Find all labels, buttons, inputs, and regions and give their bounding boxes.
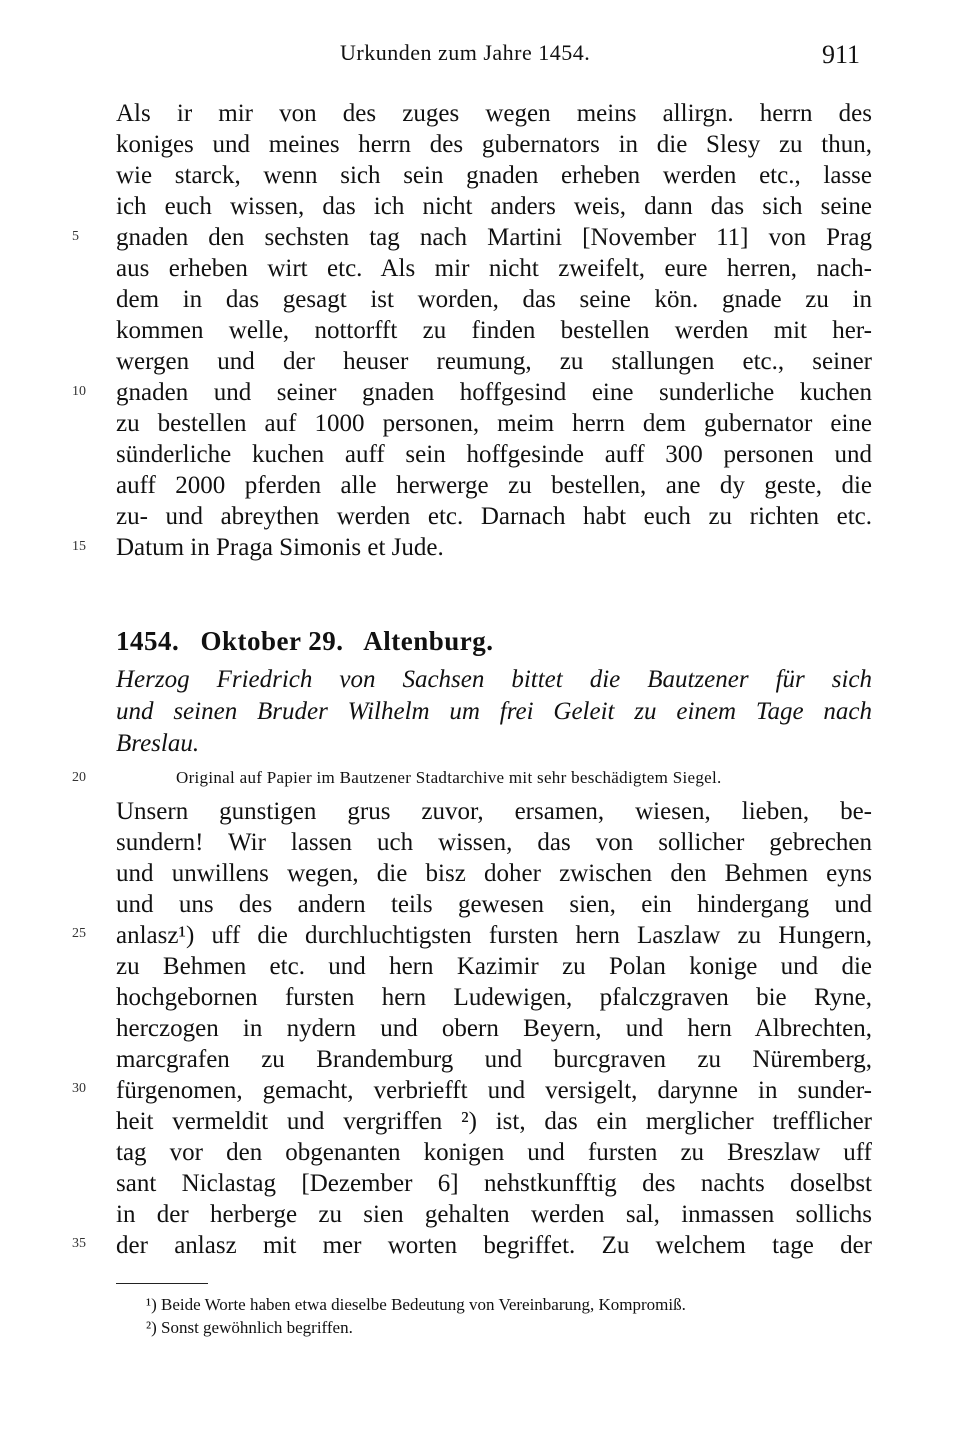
text-line: gnaden und seiner gnaden hoffgesind eine sunderliche kuchen bbox=[116, 379, 872, 406]
entry-summary-line: Herzog Friedrich von Sachsen bittet die Bautzener für sich bbox=[116, 666, 872, 693]
line-number: 5 bbox=[72, 229, 79, 244]
text-line: koniges und meines herrn des gubernators in die Slesy zu thun, bbox=[116, 131, 872, 158]
entry-place: Altenburg. bbox=[363, 626, 494, 656]
text-line: Datum in Praga Simonis et Jude. bbox=[116, 534, 444, 561]
running-header bbox=[0, 40, 960, 80]
text-line: auff 2000 pferden alle herwerge zu bestellen, ane dy geste, die bbox=[116, 472, 872, 499]
text-line: aus erheben wirt etc. Als mir nicht zweifelt, eure herren, nach- bbox=[116, 255, 872, 282]
line-number: 10 bbox=[72, 384, 86, 399]
text-line: sant Niclastag [Dezember 6] nehstkunfftig des nachts doselbst bbox=[116, 1170, 872, 1197]
text-line: herczogen in nydern und obern Beyern, und hern Albrechten, bbox=[116, 1015, 872, 1042]
line-number: 30 bbox=[72, 1081, 86, 1096]
text-line: sünderliche kuchen auff sein hoffgesinde auff 300 personen und bbox=[116, 441, 872, 468]
entry-summary-line: und seinen Bruder Wilhelm um frei Geleit zu einem Tage nach bbox=[116, 698, 872, 725]
text-line: Als ir mir von des zuges wegen meins allirgn. herrn des bbox=[116, 100, 872, 127]
source-note: Original auf Papier im Bautzener Stadtarchive mit sehr beschädigtem Siegel. bbox=[176, 768, 722, 787]
entry-date: Oktober 29. bbox=[200, 626, 344, 656]
text-line: zu- und abreythen werden etc. Darnach habt euch zu richten etc. bbox=[116, 503, 872, 530]
text-line: dem in das gesagt ist worden, das seine kön. gnade zu in bbox=[116, 286, 872, 313]
text-line: wie starck, wenn sich sein gnaden erheben werden etc., lasse bbox=[116, 162, 872, 189]
text-line: zu Behmen etc. und hern Kazimir zu Polan konige und die bbox=[116, 953, 872, 980]
text-line: zu bestellen auf 1000 personen, meim herrn dem gubernator eine bbox=[116, 410, 872, 437]
footnote: ²) Sonst gewöhnlich begriffen. bbox=[146, 1318, 353, 1337]
text-line: sundern! Wir lassen uch wissen, das von sollicher gebrechen bbox=[116, 829, 872, 856]
text-line: heit vermeldit und vergriffen ²) ist, das ein merglicher trefflicher bbox=[116, 1108, 872, 1135]
page-number: 911 bbox=[822, 40, 861, 69]
text-line: wergen und der heuser reumung, zu stallungen etc., seiner bbox=[116, 348, 872, 375]
text-line: hochgebornen fursten hern Ludewigen, pfalczgraven bie Ryne, bbox=[116, 984, 872, 1011]
text-line: kommen welle, nottorfft zu finden bestellen werden mit her- bbox=[116, 317, 872, 344]
text-line: tag vor den obgenanten konigen und fursten zu Breszlaw uff bbox=[116, 1139, 872, 1166]
line-number: 25 bbox=[72, 926, 86, 941]
line-number: 20 bbox=[72, 770, 86, 785]
line-number: 15 bbox=[72, 539, 86, 554]
entry-heading bbox=[116, 626, 508, 657]
text-line: Unsern gunstigen grus zuvor, ersamen, wiesen, lieben, be- bbox=[116, 798, 872, 825]
footnote: ¹) Beide Worte haben etwa dieselbe Bedeutung von Vereinbarung, Kompromiß. bbox=[146, 1295, 686, 1314]
text-line: marcgrafen zu Brandemburg und burcgraven zu Nüremberg, bbox=[116, 1046, 872, 1073]
running-title: Urkunden zum Jahre 1454. bbox=[340, 40, 591, 65]
text-line: ich euch wissen, das ich nicht anders weis, dann das sich seine bbox=[116, 193, 872, 220]
text-line: gnaden den sechsten tag nach Martini [November 11] von Prag bbox=[116, 224, 872, 251]
line-number: 35 bbox=[72, 1236, 86, 1251]
entry-summary-line: Breslau. bbox=[116, 730, 200, 757]
text-line: der anlasz mit mer worten begriffet. Zu welchem tage der bbox=[116, 1232, 872, 1259]
text-line: anlasz¹) uff die durchluchtigsten fursten hern Laszlaw zu Hungern, bbox=[116, 922, 872, 949]
text-line: fürgenomen, gemacht, verbriefft und versigelt, darynne in sunder- bbox=[116, 1077, 872, 1104]
text-line: in der herberge zu sien gehalten werden sal, inmassen sollichs bbox=[116, 1201, 872, 1228]
text-line: und unwillens wegen, die bisz doher zwischen den Behmen eyns bbox=[116, 860, 872, 887]
entry-year: 1454. bbox=[116, 626, 180, 656]
text-line: und uns des andern teils gewesen sien, ein hindergang und bbox=[116, 891, 872, 918]
footnote-rule bbox=[116, 1283, 208, 1284]
